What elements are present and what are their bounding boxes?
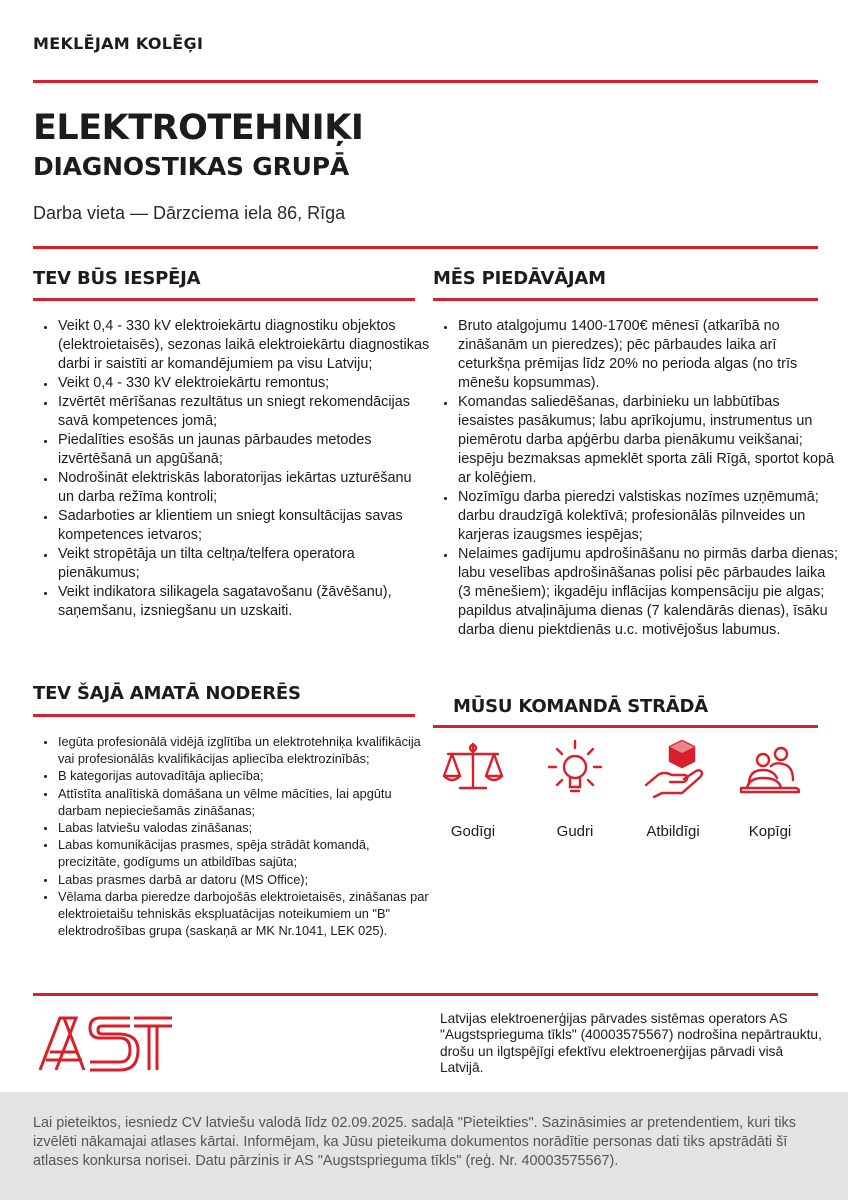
value-label-together: Kopīgi [748,823,792,840]
value-smart [530,735,620,801]
value-label-honest: Godīgi [450,823,496,840]
divider [433,298,818,301]
lightbulb-icon [542,735,608,801]
company-logo [38,1012,174,1079]
list-item: Nelaimes gadījumu apdrošināšanu no pirmās darba dienas; labu veselības apdrošināšanas polisi pēc pārbaudes laika (3 mēnešiem); ikgadēju inflācijas kompensāciju pie algas; papildus atvaļinājuma dienas (7 kalendārās dienas), īsāku darba dienu piektdienās u.c. motivējošus labumus. [458,546,838,638]
list-item: Komandas saliedēšanas, darbinieku un labbūtības iesaistes pasākumus; labu aprīkojumu, instrumentus un piemērotu darba apģērbu darba pienākumu veikšanai; iespēju bezmaksas apmeklēt sporta zāli Rīgā, sportot kopā ar kolēģiem. [458,393,838,488]
divider [33,714,415,717]
list-item: Attīstīta analītiskā domāšana un vēlme mācīties, lai apgūtu darbam nepieciešamās zināšanas; [58,785,430,819]
opportunities-heading: TEV BŪS IESPĒJA [33,268,201,289]
list-item: Veikt indikatora silikagela sagatavošanu (žāvēšanu), saņemšanu, izsniegšanu un uzskaiti. [58,583,430,621]
list-item: Nodrošināt elektriskās laboratorijas iekārtas uzturēšanu un darba režīma kontroli; [58,469,430,507]
list-item: Vēlama darba pieredze darbojošās elektroietaisēs, zināšanas par elektroietaišu tehniskās ekspluatācijas noteikumiem un "B" elektrodrošības grupa (saskaņā ar MK Nr.1041, LEK 025). [58,888,429,939]
opportunities-list [38,317,430,621]
value-responsible [628,735,718,801]
job-title: ELEKTROTEHNIĶI [33,108,364,148]
value-honest [428,738,518,802]
value-label-smart: Gudri [556,823,594,840]
divider [33,246,818,249]
scales-icon [440,738,506,802]
list-item: Nozīmīgu darba pieredzi valstiskas nozīmes uzņēmumā; darbu draudzīgā kolektīvā; profesionālās pilnveides un karjeras izaugsmes iespējas; [458,488,838,545]
list-item: Veikt 0,4 - 330 kV elektroiekārtu diagnostiku objektos (elektroietaisēs), sezonas laikā elektroiekārtu diagnostikas darbi ir saistīti ar komandējumiem pa visu Latviju; [58,318,430,372]
value-together [725,738,815,802]
requirements-list [38,733,430,939]
application-note: Lai pieteiktos, iesniedz CV latviešu valodā līdz 02.09.2025. sadaļā "Pieteikties". Sazināsimies ar pretendentiem, kuri tiks izvēlēti nākamajai atlases kārtai. Informējam, ka Jūsu pieteikuma dokumentos norādītie personas dati tiks apstrādāti šī atlases konkursa norisei. Datu pārzinis ir AS "Augstsprieguma tīkls" (reģ. Nr. 40003575567). [33,1115,796,1169]
company-description: Latvijas elektroenerģijas pārvades sistēmas operators AS "Augstsprieguma tīkls" (40003575567) nodrošina nepārtrauktu, drošu un ilgtspējīgi efektīvu elektroenerģijas pārvadi visā Latvijā. [440,1011,822,1075]
kicker-heading: MEKLĒJAM KOLĒĢI [33,34,204,53]
people-icon [737,738,803,802]
divider [33,993,818,996]
logo-text [38,1012,39,1013]
hand-box-icon [640,735,706,801]
job-subtitle: DIAGNOSTIKAS GRUPĀ [33,152,350,181]
offer-list [438,317,838,640]
list-item: Labas komunikācijas prasmes, spēja strādāt komandā, precizitāte, godīgums un atbildības sajūta; [58,836,430,870]
list-item: Bruto atalgojumu 1400-1700€ mēnesī (atkarībā no zināšanām un pieredzes); pēc pārbaudes laika arī ceturkšņa prēmijas līdz 20% no perioda algas (no trīs mēnešu kopsummas). [458,317,838,393]
list-item: Labas prasmes darbā ar datoru (MS Office); [58,871,430,888]
divider [33,298,415,301]
list-item: Veikt stropētāja un tilta celtņa/telfera operatora pienākumus; [58,545,430,583]
requirements-heading: TEV ŠAJĀ AMATĀ NODERĒS [33,683,301,704]
footer [0,1092,848,1200]
list-item: Sadarboties ar klientiem un sniegt konsultācijas savas kompetences ietvaros; [58,507,430,545]
list-item: Veikt 0,4 - 330 kV elektroiekārtu remontus; [58,374,430,393]
value-label-responsible: Atbildīgi [646,823,700,840]
list-item: Piedalīties esošās un jaunas pārbaudes metodes izvērtēšanā un apgūšanā; [58,431,430,469]
team-heading: MŪSU KOMANDĀ STRĀDĀ [453,696,708,717]
list-item: Labas latviešu valodas zināšanas; [58,819,430,836]
job-location: Darba vieta — Dārzciema iela 86, Rīga [33,203,346,223]
divider [33,80,818,83]
list-item: Iegūta profesionālā vidējā izglītība un elektrotehniķa kvalifikācija vai profesionālās kvalifikācijas apliecība elektrozinībās; [58,733,430,767]
divider [433,725,818,728]
offer-heading: MĒS PIEDĀVĀJAM [433,268,606,289]
list-item: B kategorijas autovadītāja apliecība; [58,767,430,784]
list-item: Izvērtēt mērīšanas rezultātus un sniegt rekomendācijas savā kompetences jomā; [58,393,430,431]
ast-logo-icon [38,1012,174,1074]
